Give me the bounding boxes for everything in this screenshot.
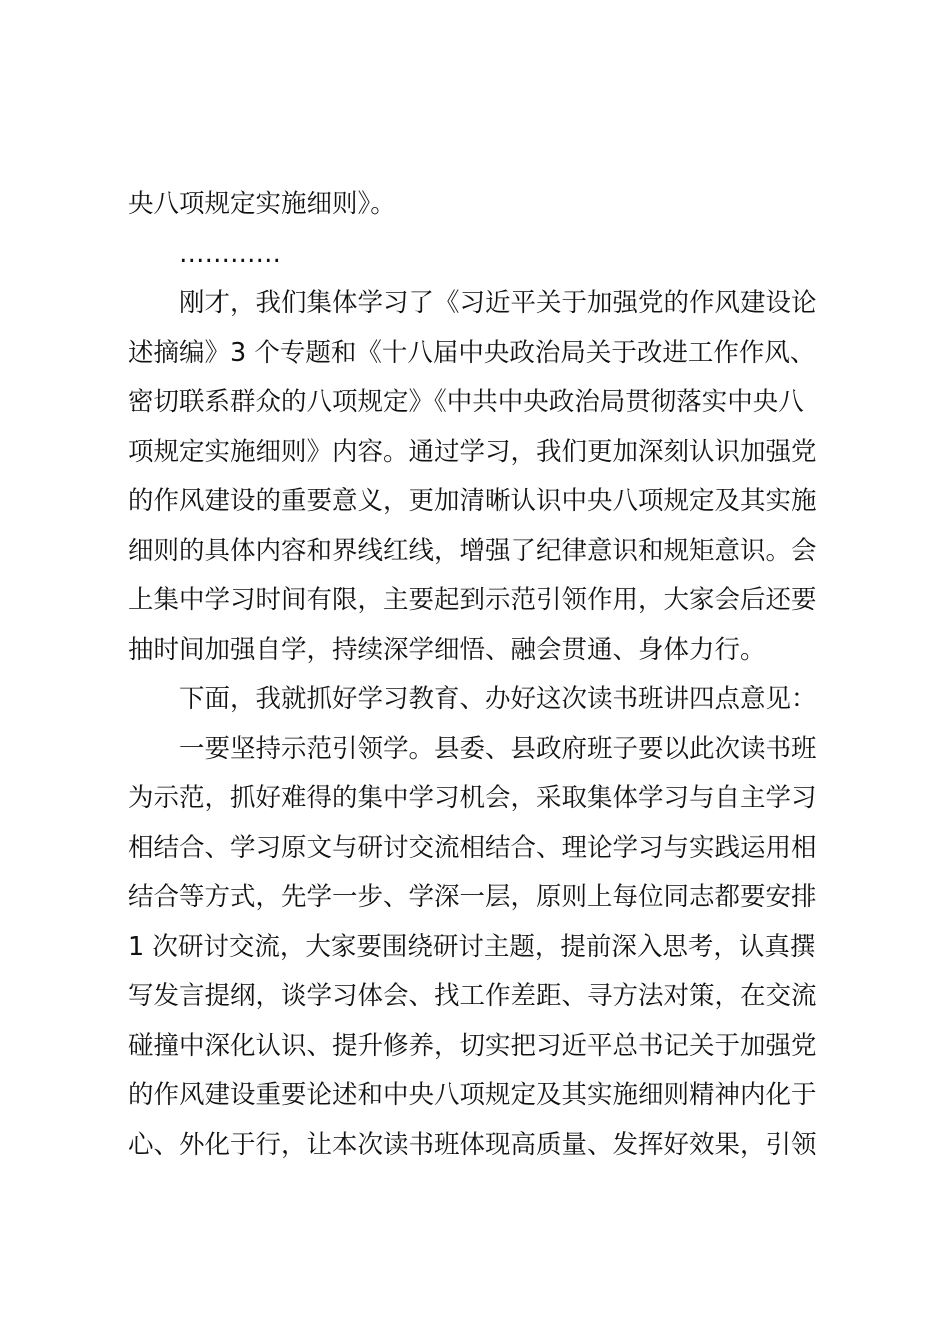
- paragraph-1-line-6: 细则的具体内容和界线红线，增强了纪律意识和规矩意识。会: [128, 535, 817, 566]
- paragraph-1-line-2: 述摘编》3 个专题和《十八届中央政治局关于改进工作作风、: [128, 337, 816, 368]
- body-text: [128, 180, 848, 1170]
- text-line-ellipsis: …………: [179, 238, 281, 269]
- paragraph-3-line-9: 心、外化于行，让本次读书班体现高质量、发挥好效果，引领: [128, 1129, 817, 1160]
- paragraph-1-line-8: 抽时间加强自学，持续深学细悟、融会贯通、身体力行。: [128, 634, 766, 665]
- paragraph-1-line-1: 刚才，我们集体学习了《习近平关于加强党的作风建设论: [179, 288, 817, 318]
- paragraph-1-line-4: 项规定实施细则》内容。通过学习，我们更加深刻认识加强党: [128, 436, 817, 467]
- paragraph-1-line-7: 上集中学习时间有限，主要起到示范引领作用，大家会后还要: [128, 585, 817, 615]
- paragraph-3-line-1: 一要坚持示范引领学。县委、县政府班子要以此次读书班: [179, 733, 817, 764]
- paragraph-1-line-3: 密切联系群众的八项规定》《中共中央政治局贯彻落实中央八: [128, 387, 804, 417]
- paragraph-2-line-1: 下面，我就抓好学习教育、办好这次读书班讲四点意见：: [179, 684, 817, 714]
- paragraph-3-line-8: 的作风建设重要论述和中央八项规定及其实施细则精神内化于: [128, 1080, 817, 1110]
- paragraph-3-line-2: 为示范，抓好难得的集中学习机会，采取集体学习与自主学习: [128, 783, 817, 813]
- text-line-continuation: 央八项规定实施细则》。: [128, 189, 396, 219]
- paragraph-3-line-7: 碰撞中深化认识、提升修养，切实把习近平总书记关于加强党: [128, 1030, 817, 1061]
- paragraph-1-line-5: 的作风建设的重要意义，更加清晰认识中央八项规定及其实施: [128, 486, 817, 516]
- paragraph-3-line-4: 结合等方式，先学一步、学深一层，原则上每位同志都要安排: [128, 882, 817, 912]
- paragraph-3-line-3: 相结合、学习原文与研讨交流相结合、理论学习与实践运用相: [128, 832, 817, 863]
- paragraph-3-line-6: 写发言提纲，谈学习体会、找工作差距、寻方法对策，在交流: [128, 981, 817, 1011]
- paragraph-3-line-5: 1 次研讨交流，大家要围绕研讨主题，提前深入思考，认真撰: [128, 931, 816, 962]
